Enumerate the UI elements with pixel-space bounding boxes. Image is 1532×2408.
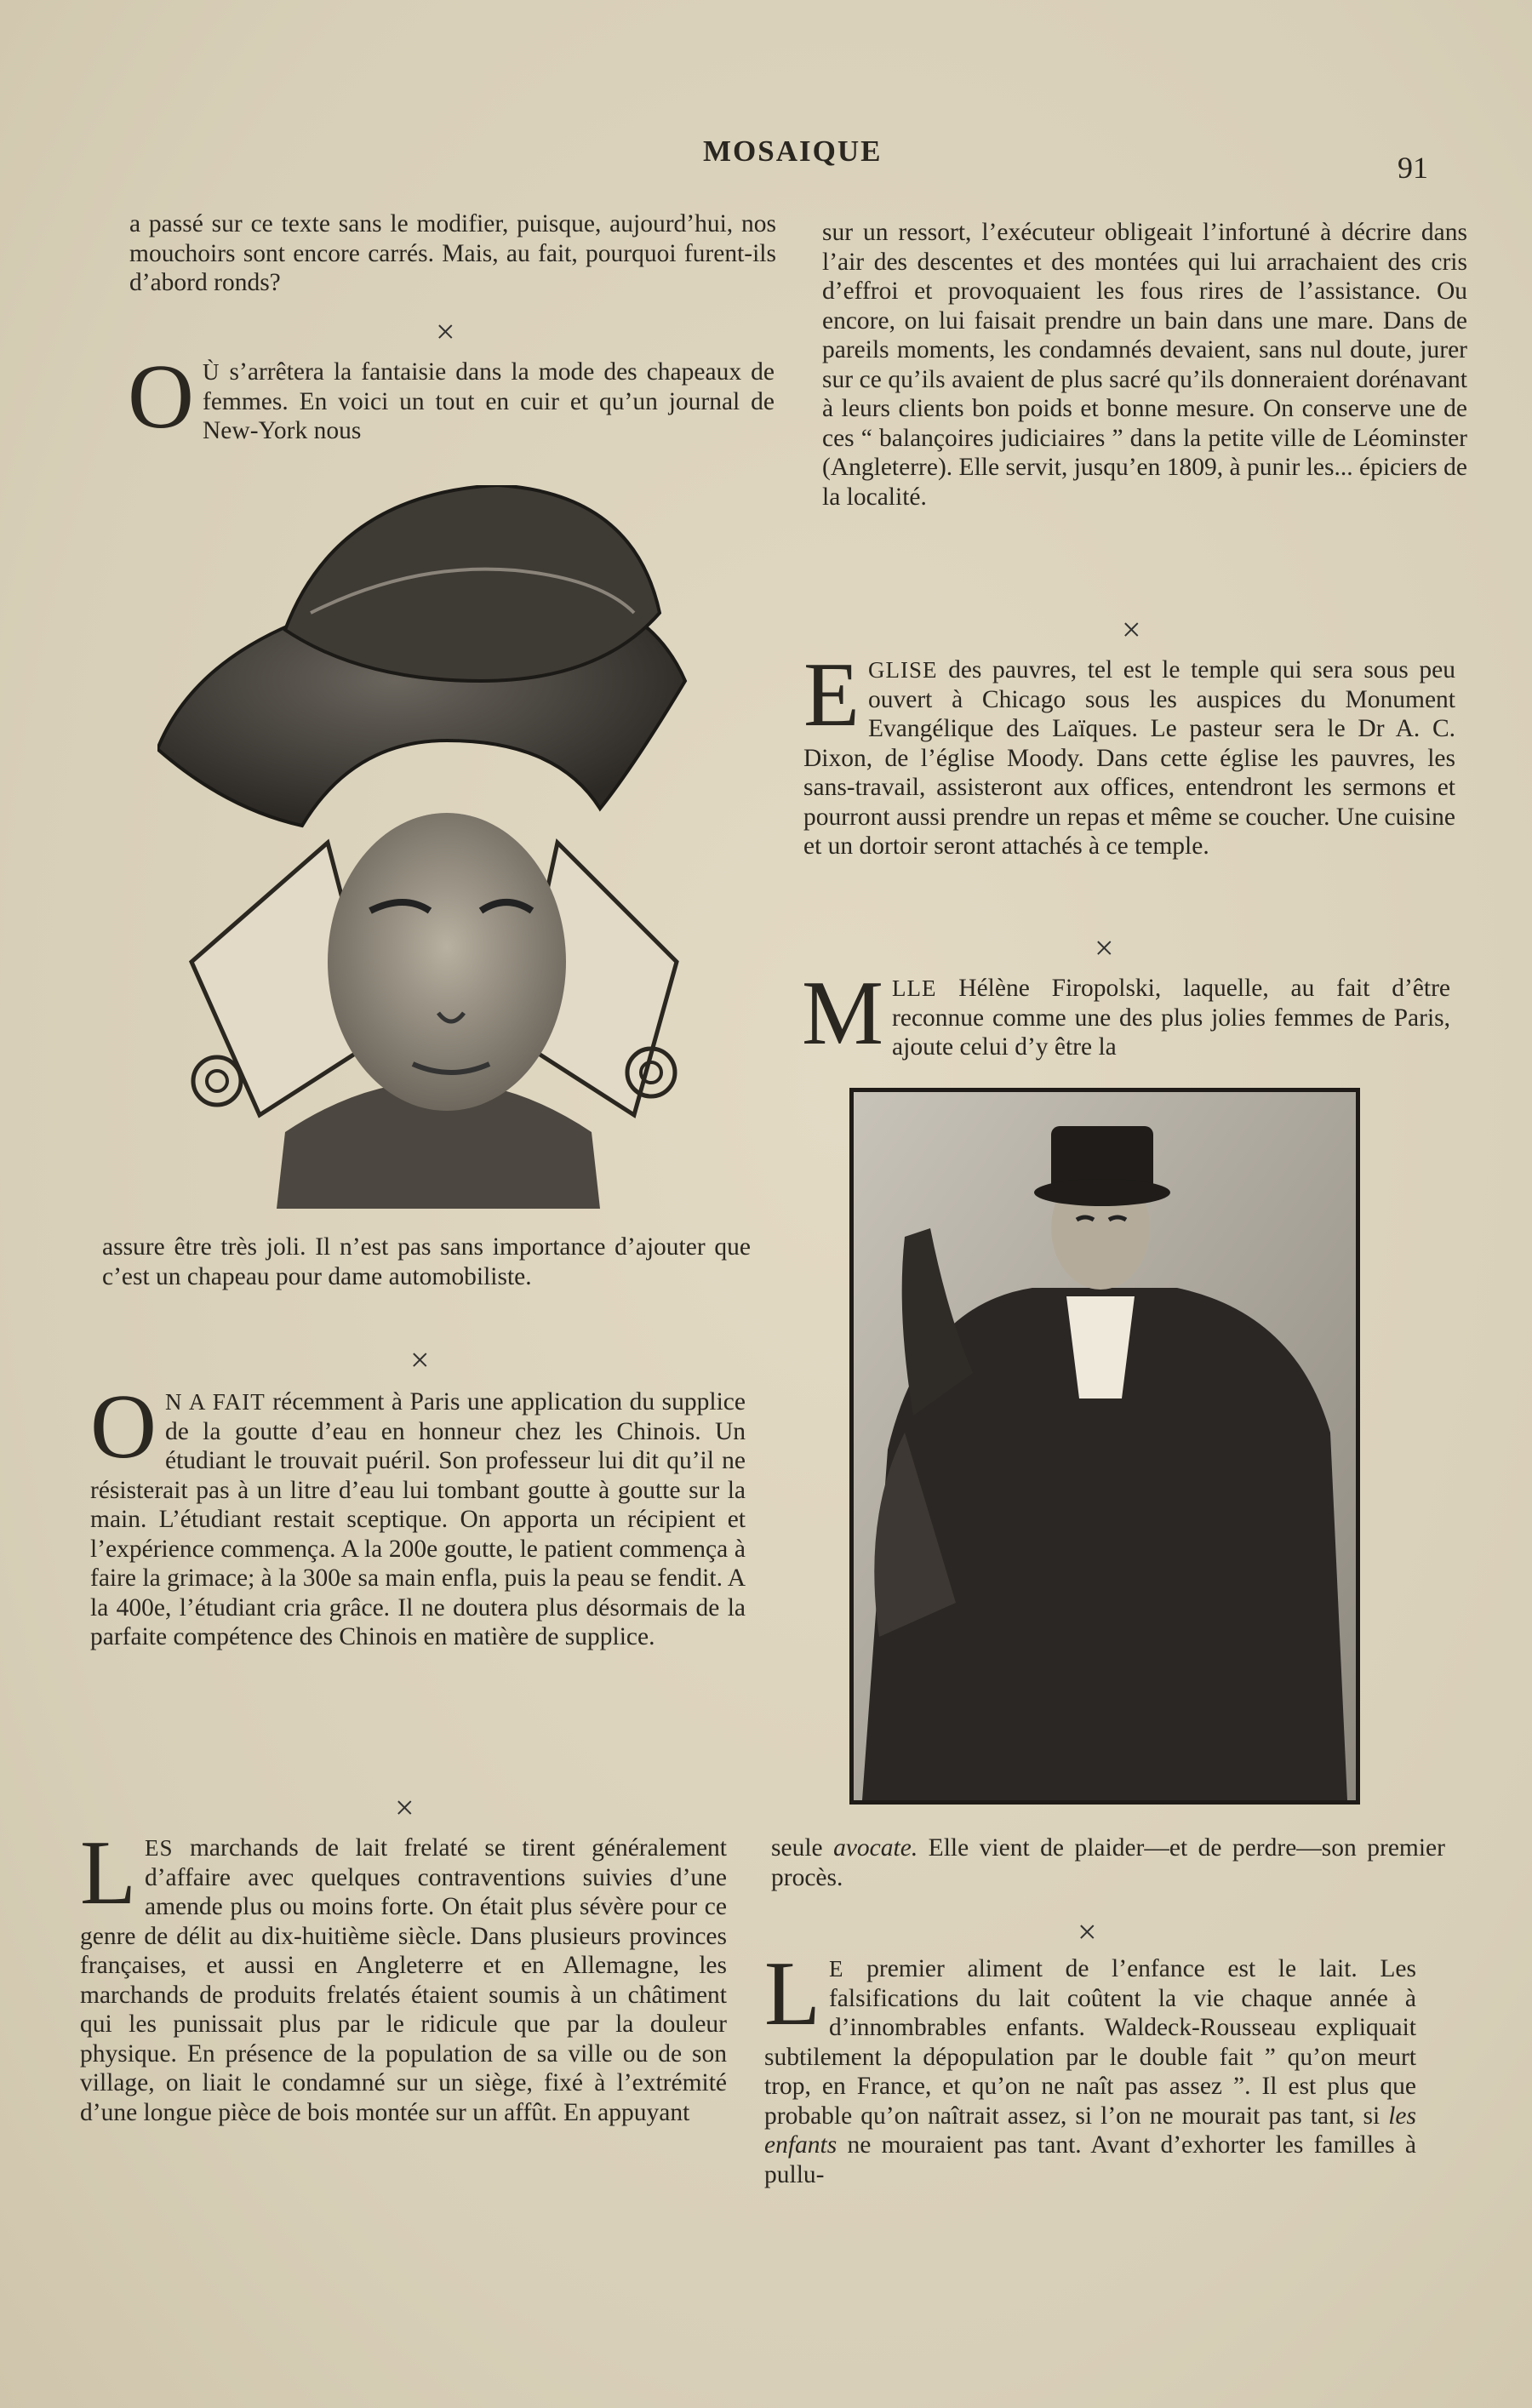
separator-mark: × [395,1788,414,1827]
drop-cap: L [80,1822,136,1924]
article-chapeaux: O Ù s’arrêtera la fantaisie dans la mode des chapeaux de femmes. En voici un tout en cuir et qu’un journal de New-York nous [128,346,775,448]
drop-cap: O [90,1376,157,1478]
article-avocate: M LLE Hélène Firopolski, laquelle, au fait d’être reconnue comme une des plus jolies femmes de Paris, ajoute celui d’y être la [802,963,1450,1064]
running-title: MOSAIQUE [703,134,883,168]
article-supplice: O N A FAIT récemment à Paris une application du supplice de la goutte d’eau en honneur chez les Chinois. Un étudiant le trouvait puéril. Son professeur lui dit qu’il ne résisterait pas à un litre d’eau lui tombant goutte à goutte sur la main. L’étudiant restait sceptique. On apporta un récipient et l’expérience commença. A la 200e goutte, le patient commença à faire la grimace; à la 300e sa main enfla, puis la peau se fendit. A la 400e, l’étudiant cria grâce. Il ne doutera plus désormais de la parfaite compétence des Chinois en matière de supplice. [90,1376,746,1650]
portrait-image [854,1092,1356,1800]
article-avocate-continuation: seule avocate. Elle vient de plaider—et de perdre—son premier procès. [771,1834,1445,1891]
article-marchands-continuation: sur un ressort, l’exécuteur obligeait l’infortuné à décrire dans l’air des descentes et des montées qui lui arrachaient des cris d’effroi et provoquaient les fous rires de l’assistance. Ou encore, on lui faisait prendre un bain dans une mare. Dans de pareils moments, les condamnés devaient, sans nul doute, jurer sur ce qu’ils avaient de plus sacré qu’ils donneraient dorénavant à leurs clients bon poids et bonne mesure. On conserve une de ces “ balançoires judiciaires ” dans la petite ville de Léominster (Angleterre). Elle servit, jusqu’en 1809, à punir les... épiciers de la localité. [822,219,1467,511]
drop-cap: M [802,963,884,1064]
drop-cap: E [803,644,860,746]
separator-mark: × [1095,929,1114,967]
separator-mark: × [1078,1913,1097,1951]
hat-illustration [157,485,711,1209]
article-mouchoirs-end: a passé sur ce texte sans le modifier, puisque, aujourd’hui, nos mouchoirs sont encore carrés. Mais, au fait, pourquoi furent-ils d’abord ronds? [129,210,776,296]
separator-mark: × [1122,610,1141,649]
page-number: 91 [1398,151,1428,185]
drop-cap: L [764,1943,820,2045]
separator-mark: × [410,1341,430,1379]
article-chapeaux-continuation: assure être très joli. Il n’est pas sans importance d’ajouter que c’est un chapeau pour dame automobiliste. [102,1233,751,1290]
article-marchands: L ES marchands de lait frelaté se tirent généralement d’affaire avec quelques contraventions suivies d’une amende plus ou moins forte. On était plus sévère pour ce genre de délit au dix-huitième siècle. Dans plusieurs provinces françaises, et aussi en Angleterre et en Allemagne, les marchands de produits frelatés étaient soumis à un châtiment qui les punissait plus par le ridicule que par la douleur physique. En présence de la population de sa ville ou de son village, on liait le condamné sur un siège, fixé à l’extrémité d’une longue pièce de bois montée sur un affût. En appuyant [80,1822,727,2126]
article-eglise: E GLISE des pauvres, tel est le temple qui sera sous peu ouvert à Chicago sous les auspices du Monument Evangélique des Laïques. Le pasteur sera le Dr A. C. Dixon, de l’église Moody. Dans cette église les pauvres, les sans-travail, assisteront aux offices, entendront les sermons et pourront aussi prendre un repas et même se coucher. Une cuisine et un dortoir seront attachés à ce temple. [803,644,1455,860]
avocate-portrait-photo [849,1088,1360,1805]
drop-cap: O [128,346,194,448]
article-lait: L E premier aliment de l’enfance est le lait. Les falsifications du lait coûtent la vie chaque année à d’innombrables enfants. Waldeck-Rousseau expliquait subtilement la dépopulation par le double fait ” qu’on meurt trop, en France, et qu’on ne naît pas assez ”. Il est plus que probable qu’on naîtrait assez, si l’on ne mourait pas tant, si les enfants ne mouraient pas tant. Avant d’exhorter les familles à pullu- [764,1943,1416,2188]
separator-mark: × [436,312,455,351]
